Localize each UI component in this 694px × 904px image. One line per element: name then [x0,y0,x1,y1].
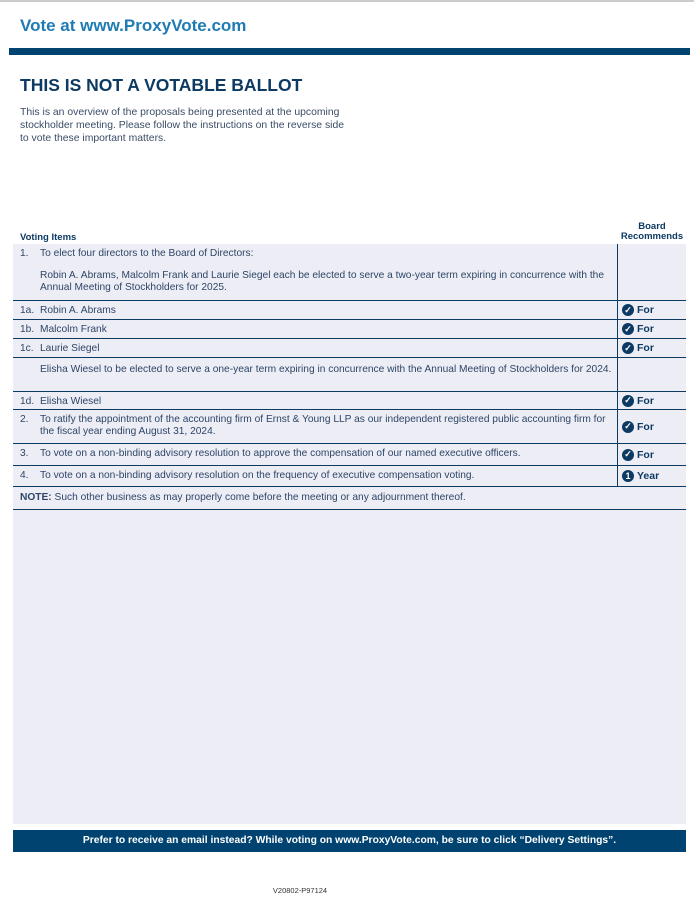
item-number: 1d. [20,396,35,407]
check-circle-icon: ✓ [622,395,634,407]
check-circle-icon: ✓ [622,449,634,461]
item-text: To ratify the appointment of the accounting firm of Ernst & Young LLP as our independent registered public accounting firm for the fiscal year ending August 31, 2024. [40,414,606,437]
table-row [13,410,686,444]
recommendation [617,466,686,486]
board-recommends-header [618,222,686,242]
item-text: To elect four directors to the Board of Directors: [40,248,254,259]
check-circle-icon: ✓ [622,421,634,433]
item-number: 4. [20,470,29,481]
table-row [13,444,686,466]
item-text: To vote on a non-binding advisory resolution on the frequency of executive compensation voting. [40,470,475,481]
item-text: Malcolm Frank [40,324,107,335]
recommendation-label: Year [637,470,660,482]
recommendation [617,320,686,338]
item-text: Elisha Wiesel to be elected to serve a one-year term expiring in concurrence with the Annual Meeting of Stockholders for 2024. [40,364,612,375]
recommendation-label: For [637,304,654,316]
item-number: 1. [20,248,29,259]
item-number: 2. [20,414,29,425]
item-number: 3. [20,448,29,459]
table-row [13,320,686,339]
item-subtext: Robin A. Abrams, Malcolm Frank and Laurie Siegel each be elected to serve a two-year term expiring in concurrence with the Annual Meeting of Stockholders for 2025. [40,270,604,293]
item-text: Elisha Wiesel [40,396,102,407]
recommendation [617,410,686,443]
check-circle-icon: ✓ [622,304,634,316]
intro-text: This is an overview of the proposals being presented at the upcoming stockholder meeting. Please follow the instructions on the reverse side to vote these important matters. [20,107,345,144]
table-row [13,466,686,487]
table-row [13,339,686,358]
note-label: NOTE: [20,492,52,503]
recommendation-label: For [637,394,654,407]
vote-link[interactable]: Vote at www.ProxyVote.com [20,16,247,35]
recommendation-label: For [637,323,654,335]
item-text: Robin A. Abrams [40,305,116,316]
item-text: Laurie Siegel [40,343,100,354]
table-row [13,244,686,301]
header-bar [9,48,690,55]
recommendation [617,358,686,391]
number-one-circle-icon: 1 [622,470,634,482]
item-number: 1b. [20,324,35,335]
recommendation [617,444,686,465]
recommendation [617,339,686,357]
document-code: V20802-P97124 [272,886,328,895]
recommendation [617,244,686,300]
table-row [13,392,686,410]
note-row [13,487,686,510]
email-delivery-banner: Prefer to receive an email instead? While voting on www.ProxyVote.com, be sure to click “Delivery Settings”. [13,830,686,852]
recommends-label: Recommends [620,231,684,242]
item-text: To vote on a non-binding advisory resolution to approve the compensation of our named executive officers. [40,448,521,459]
table-row [13,358,686,392]
note-text: Such other business as may properly come before the meeting or any adjournment thereof. [51,492,466,503]
item-number: 1a. [20,305,35,316]
recommendation-label: For [637,420,654,433]
page-title: THIS IS NOT A VOTABLE BALLOT [20,75,303,95]
recommendation-label: For [637,448,654,461]
check-circle-icon: ✓ [622,342,634,354]
table-row [13,301,686,320]
check-circle-icon: ✓ [622,323,634,335]
recommendation [617,392,686,409]
recommendation-label: For [637,342,654,354]
recommendation [617,301,686,319]
board-label: Board [638,221,666,232]
voting-items-header: Voting Items [20,232,77,243]
item-number: 1c. [20,343,34,354]
voting-table [13,244,686,824]
